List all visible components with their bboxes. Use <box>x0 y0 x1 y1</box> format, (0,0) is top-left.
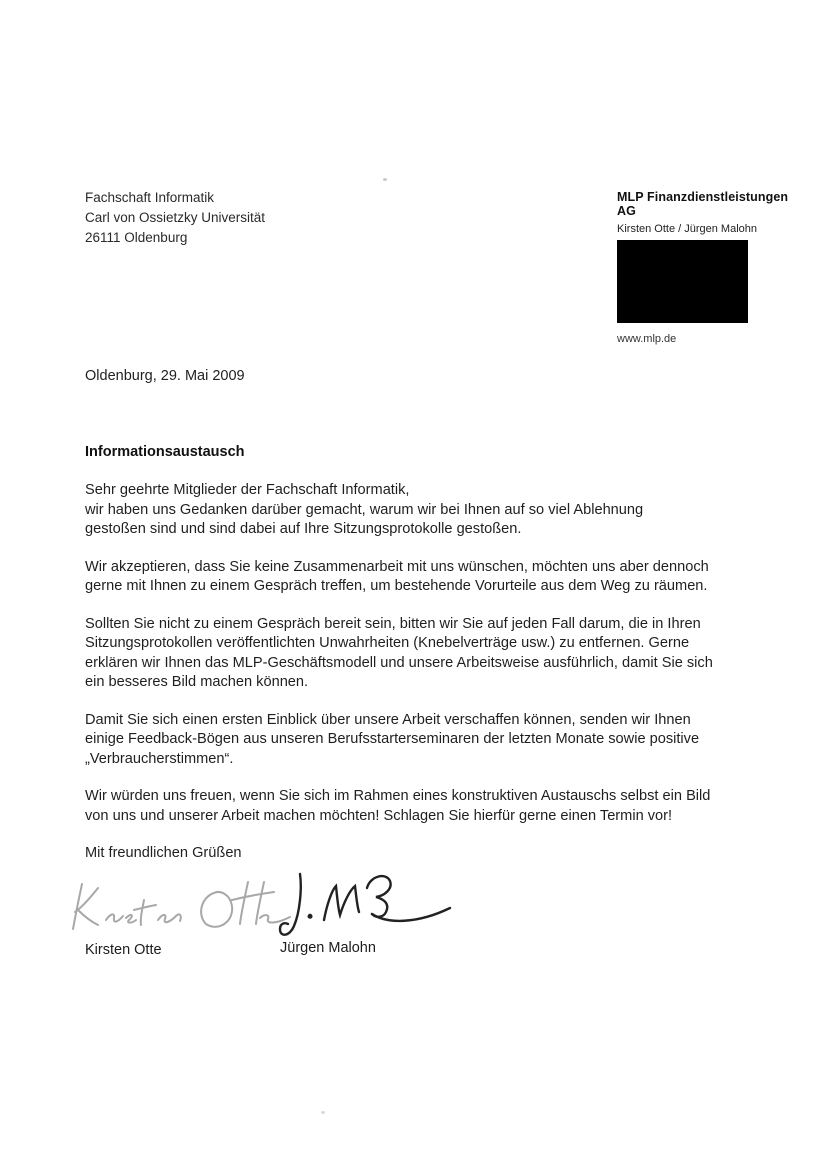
kirsten-otte-signature-icon <box>68 874 300 940</box>
recipient-line: 26111 Oldenburg <box>85 230 188 245</box>
body-line: Wir würden uns freuen, wenn Sie sich im Rahmen eines konstruktiven Austauschs selbst ein Bild <box>85 788 711 804</box>
body-line: einige Feedback-Bögen aus unseren Berufsstarterseminaren der letzten Monate sowie positive <box>85 731 700 747</box>
body-line: Sitzungsprotokollen veröffentlichten Unwahrheiten (Knebelverträge usw.) zu entfernen. Gerne <box>85 635 690 651</box>
body-line: Sollten Sie nicht zu einem Gespräch bereit sein, bitten wir Sie auf jeden Fall darum, die in Ihren <box>85 615 701 632</box>
body-line: gestoßen sind und sind dabei auf Ihre Sitzungsprotokolle gestoßen. <box>85 521 522 537</box>
sender-block <box>617 190 807 345</box>
closing-salutation: Mit freundlichen Grüßen <box>85 845 242 861</box>
juergen-malohn-signature-icon <box>272 866 458 948</box>
signature-block-juergen-malohn <box>272 866 458 956</box>
subject-line: Informationsaustausch <box>85 444 245 460</box>
body-line: „Verbraucherstimmen“. <box>85 750 234 767</box>
body-line: von uns und unserer Arbeit machen möchten! Schlagen Sie hierfür gerne einen Termin vor! <box>85 807 673 824</box>
paragraph <box>85 711 795 770</box>
signature-name: Kirsten Otte <box>85 942 162 958</box>
sender-website: www.mlp.de <box>617 333 677 345</box>
paragraph <box>85 481 795 540</box>
body-line: ein besseres Bild machen können. <box>85 674 309 690</box>
recipient-line: Carl von Ossietzky Universität <box>85 210 266 225</box>
body-line: Sehr geehrte Mitglieder der Fachschaft Informatik, <box>85 482 410 498</box>
body-line: wir haben uns Gedanken darüber gemacht, warum wir bei Ihnen auf so viel Ablehnung <box>85 501 644 518</box>
letter-body <box>85 481 795 864</box>
body-line: Damit Sie sich einen ersten Einblick über unsere Arbeit verschaffen können, senden wir Ihnen <box>85 711 691 728</box>
scan-speck <box>321 1111 325 1114</box>
recipient-line: Fachschaft Informatik <box>85 190 215 205</box>
signature-area <box>0 866 829 976</box>
paragraph <box>85 615 795 693</box>
signature-block-kirsten-otte <box>68 874 300 958</box>
sender-company: MLP Finanzdienstleistungen AG <box>617 190 789 218</box>
paragraph <box>85 787 795 826</box>
recipient-address <box>85 188 265 248</box>
paragraph <box>85 558 795 597</box>
redaction-box <box>617 240 748 323</box>
signature-name: Jürgen Malohn <box>280 940 376 956</box>
body-line: gerne mit Ihnen zu einem Gespräch treffen, um bestehende Vorurteile aus dem Weg zu räumen. <box>85 578 708 594</box>
scan-speck <box>383 178 387 181</box>
body-line: erklären wir Ihnen das MLP-Geschäftsmodell und unsere Arbeitsweise ausführlich, damit Sie sich <box>85 654 713 671</box>
sender-contacts: Kirsten Otte / Jürgen Malohn <box>617 223 758 235</box>
dateline: Oldenburg, 29. Mai 2009 <box>85 368 245 384</box>
body-line: Wir akzeptieren, dass Sie keine Zusammenarbeit mit uns wünschen, möchten uns aber dennoch <box>85 558 709 575</box>
